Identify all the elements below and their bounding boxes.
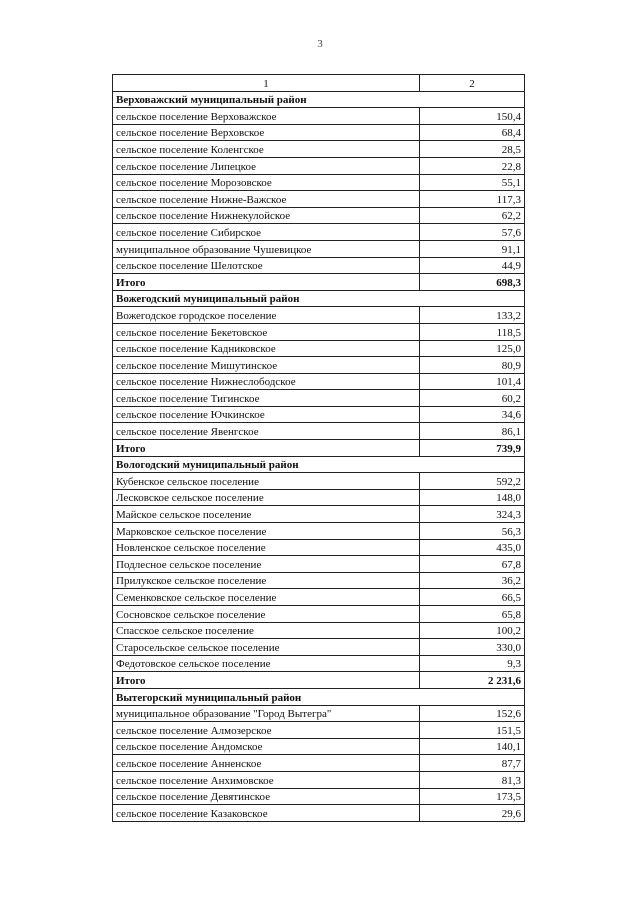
table-row (113, 174, 525, 191)
settlement-value: 324,3 (420, 506, 525, 523)
table-row (113, 323, 525, 340)
settlement-name: сельское поселение Нижнекулойское (113, 207, 420, 224)
settlement-value: 148,0 (420, 489, 525, 506)
settlement-name: Старосельское сельское поселение (113, 639, 420, 656)
table-row (113, 589, 525, 606)
settlement-value: 173,5 (420, 788, 525, 805)
settlement-name: сельское поселение Нижне-Важское (113, 191, 420, 208)
settlement-name: Федотовское сельское поселение (113, 655, 420, 672)
table-row (113, 705, 525, 722)
settlement-value: 91,1 (420, 240, 525, 257)
district-header-row (113, 456, 525, 473)
table-row (113, 191, 525, 208)
settlement-name: сельское поселение Нижнеслободское (113, 373, 420, 390)
settlement-name: Новленское сельское поселение (113, 539, 420, 556)
district-header-row (113, 91, 525, 108)
settlement-value: 133,2 (420, 307, 525, 324)
settlement-name: сельское поселение Бекетовское (113, 323, 420, 340)
settlement-name: сельское поселение Казаковское (113, 805, 420, 822)
settlement-name: сельское поселение Кадниковское (113, 340, 420, 357)
table-body (113, 91, 525, 821)
settlement-value: 150,4 (420, 108, 525, 125)
settlement-name: Лесковское сельское поселение (113, 489, 420, 506)
total-row (113, 440, 525, 457)
settlement-name: сельское поселение Явенгское (113, 423, 420, 440)
settlement-value: 100,2 (420, 622, 525, 639)
settlement-value: 65,8 (420, 606, 525, 623)
settlement-name: муниципальное образование Чушевицкое (113, 240, 420, 257)
table-row (113, 423, 525, 440)
table-row (113, 373, 525, 390)
settlement-value: 60,2 (420, 390, 525, 407)
table-row (113, 556, 525, 573)
settlement-name: сельское поселение Девятинское (113, 788, 420, 805)
settlement-name: Вожегодское городское поселение (113, 307, 420, 324)
allocation-table (112, 74, 525, 822)
settlement-name: Семенковское сельское поселение (113, 589, 420, 606)
table-row (113, 307, 525, 324)
settlement-name: Сосновское сельское поселение (113, 606, 420, 623)
settlement-value: 140,1 (420, 738, 525, 755)
settlement-value: 86,1 (420, 423, 525, 440)
settlement-name: сельское поселение Андомское (113, 738, 420, 755)
total-label: Итого (113, 672, 420, 689)
settlement-name: Прилукское сельское поселение (113, 572, 420, 589)
settlement-value: 68,4 (420, 124, 525, 141)
table-row (113, 473, 525, 490)
district-name: Вожегодский муниципальный район (113, 290, 525, 307)
table-row (113, 240, 525, 257)
settlement-name: Спасское сельское поселение (113, 622, 420, 639)
settlement-name: сельское поселение Верховское (113, 124, 420, 141)
settlement-name: сельское поселение Сибирское (113, 224, 420, 241)
settlement-value: 29,6 (420, 805, 525, 822)
table-row (113, 357, 525, 374)
settlement-value: 57,6 (420, 224, 525, 241)
settlement-value: 67,8 (420, 556, 525, 573)
table-row (113, 124, 525, 141)
table-row (113, 141, 525, 158)
settlement-value: 22,8 (420, 157, 525, 174)
total-label: Итого (113, 274, 420, 291)
table-row (113, 805, 525, 822)
table-row (113, 489, 525, 506)
table-row (113, 157, 525, 174)
settlement-value: 151,5 (420, 722, 525, 739)
settlement-value: 125,0 (420, 340, 525, 357)
settlement-name: сельское поселение Липецкое (113, 157, 420, 174)
settlement-value: 592,2 (420, 473, 525, 490)
table-row (113, 390, 525, 407)
table-row (113, 639, 525, 656)
district-header-row (113, 290, 525, 307)
table-row (113, 655, 525, 672)
district-name: Верховажский муниципальный район (113, 91, 525, 108)
total-value: 2 231,6 (420, 672, 525, 689)
table-row (113, 224, 525, 241)
table-row (113, 606, 525, 623)
settlement-value: 44,9 (420, 257, 525, 274)
table-row (113, 771, 525, 788)
settlement-name: сельское поселение Верховажское (113, 108, 420, 125)
table-row (113, 108, 525, 125)
settlement-name: Марковское сельское поселение (113, 523, 420, 540)
settlement-name: Кубенское сельское поселение (113, 473, 420, 490)
settlement-value: 101,4 (420, 373, 525, 390)
settlement-value: 56,3 (420, 523, 525, 540)
settlement-name: сельское поселение Анхимовское (113, 771, 420, 788)
table-row (113, 539, 525, 556)
table-row (113, 207, 525, 224)
column-header-2: 2 (420, 75, 525, 92)
settlement-name: сельское поселение Анненское (113, 755, 420, 772)
settlement-value: 81,3 (420, 771, 525, 788)
table-row (113, 340, 525, 357)
total-row (113, 672, 525, 689)
settlement-name: сельское поселение Шелотское (113, 257, 420, 274)
settlement-name: сельское поселение Морозовское (113, 174, 420, 191)
settlement-name: сельское поселение Алмозерское (113, 722, 420, 739)
settlement-value: 34,6 (420, 406, 525, 423)
table-row (113, 755, 525, 772)
settlement-value: 118,5 (420, 323, 525, 340)
settlement-value: 9,3 (420, 655, 525, 672)
settlement-name: муниципальное образование "Город Вытегра" (113, 705, 420, 722)
table-row (113, 406, 525, 423)
settlement-value: 36,2 (420, 572, 525, 589)
table-row (113, 572, 525, 589)
table-row (113, 722, 525, 739)
settlement-value: 28,5 (420, 141, 525, 158)
table-header-row (113, 75, 525, 92)
total-value: 739,9 (420, 440, 525, 457)
settlement-name: Майское сельское поселение (113, 506, 420, 523)
settlement-value: 117,3 (420, 191, 525, 208)
page-number: 3 (317, 38, 323, 50)
settlement-name: сельское поселение Коленгское (113, 141, 420, 158)
settlement-value: 330,0 (420, 639, 525, 656)
settlement-name: сельское поселение Тигинское (113, 390, 420, 407)
settlement-name: сельское поселение Мишутинское (113, 357, 420, 374)
settlement-value: 435,0 (420, 539, 525, 556)
settlement-value: 55,1 (420, 174, 525, 191)
settlement-value: 87,7 (420, 755, 525, 772)
district-header-row (113, 688, 525, 705)
table-row (113, 506, 525, 523)
district-name: Вологодский муниципальный район (113, 456, 525, 473)
column-header-1: 1 (113, 75, 420, 92)
settlement-name: сельское поселение Ючкинское (113, 406, 420, 423)
total-row (113, 274, 525, 291)
district-name: Вытегорский муниципальный район (113, 688, 525, 705)
settlement-name: Подлесное сельское поселение (113, 556, 420, 573)
total-value: 698,3 (420, 274, 525, 291)
table-row (113, 738, 525, 755)
table-row (113, 788, 525, 805)
table-row (113, 622, 525, 639)
total-label: Итого (113, 440, 420, 457)
table-row (113, 257, 525, 274)
table-row (113, 523, 525, 540)
settlement-value: 66,5 (420, 589, 525, 606)
settlement-value: 152,6 (420, 705, 525, 722)
settlement-value: 62,2 (420, 207, 525, 224)
settlement-value: 80,9 (420, 357, 525, 374)
